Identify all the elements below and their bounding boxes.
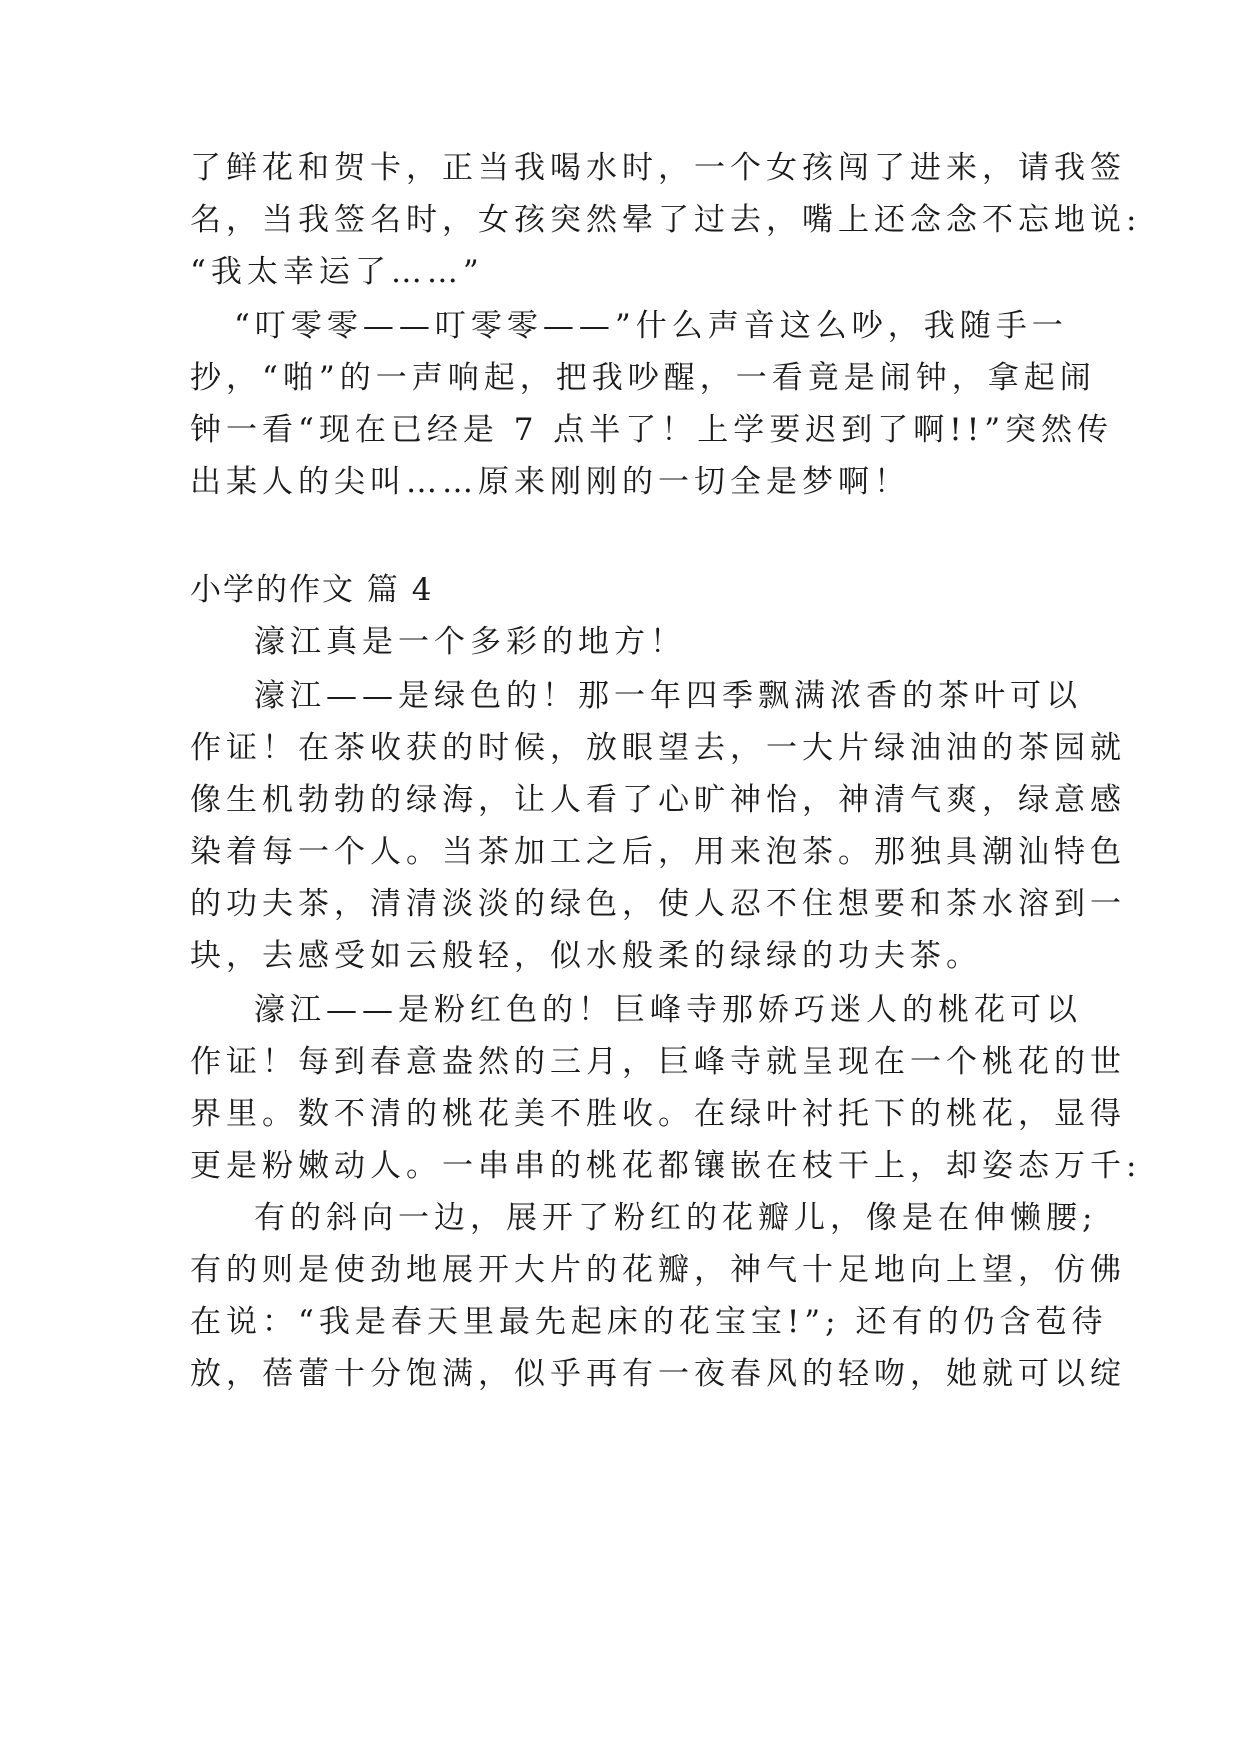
paragraph-line: 钟一看“现在已经是 7 点半了！上学要迟到了啊!!”突然传 [190, 412, 1114, 448]
paragraph-line: 界里。数不清的桃花美不胜收。在绿叶衬托下的桃花，显得 [190, 1096, 1126, 1132]
paragraph-line: 名，当我签名时，女孩突然晕了过去，嘴上还念念不忘地说: [190, 202, 1142, 238]
paragraph-line: 了鲜花和贺卡，正当我喝水时，一个女孩闯了进来，请我签 [190, 150, 1126, 186]
paragraph-line: 作证！每到春意盎然的三月，巨峰寺就呈现在一个桃花的世 [190, 1044, 1126, 1080]
paragraph-line: “我太幸运了……” [190, 254, 484, 290]
paragraph-line: 濠江真是一个多彩的地方！ [254, 624, 686, 660]
paragraph-line: 濠江——是粉红色的！巨峰寺那娇巧迷人的桃花可以 [254, 992, 1082, 1028]
paragraph-line: 像生机勃勃的绿海，让人看了心旷神怡，神清气爽，绿意感 [190, 782, 1126, 818]
paragraph-line: 作证！在茶收获的时候，放眼望去，一大片绿油油的茶园就 [190, 730, 1126, 766]
paragraph-line: “叮零零——叮零零——”什么声音这么吵，我随手一 [234, 308, 1068, 344]
paragraph-line: 放，蓓蕾十分饱满，似乎再有一夜春风的轻吻，她就可以绽 [190, 1356, 1126, 1392]
section-heading: 小学的作文 篇 4 [190, 572, 434, 608]
paragraph-line: 濠江——是绿色的！那一年四季飘满浓香的茶叶可以 [254, 678, 1082, 714]
paragraph-line: 有的斜向一边，展开了粉红的花瓣儿，像是在伸懒腰; [254, 1200, 1098, 1236]
paragraph-line: 抄，“啪”的一声响起，把我吵醒，一看竟是闹钟，拿起闹 [190, 360, 1096, 396]
paragraph-line: 更是粉嫩动人。一串串的桃花都镶嵌在枝干上，却姿态万千: [190, 1148, 1142, 1184]
paragraph-line: 染着每一个人。当茶加工之后，用来泡茶。那独具潮汕特色 [190, 834, 1126, 870]
paragraph-line: 出某人的尖叫……原来刚刚的一切全是梦啊！ [190, 464, 910, 500]
paragraph-line: 有的则是使劲地展开大片的花瓣，神气十足地向上望，仿佛 [190, 1252, 1126, 1288]
paragraph-line: 的功夫茶，清清淡淡的绿色，使人忍不住想要和茶水溶到一 [190, 886, 1126, 922]
paragraph-line: 在说：“我是春天里最先起床的花宝宝!”; 还有的仍含苞待 [190, 1304, 1108, 1340]
paragraph-line: 块，去感受如云般轻，似水般柔的绿绿的功夫茶。 [190, 938, 982, 974]
